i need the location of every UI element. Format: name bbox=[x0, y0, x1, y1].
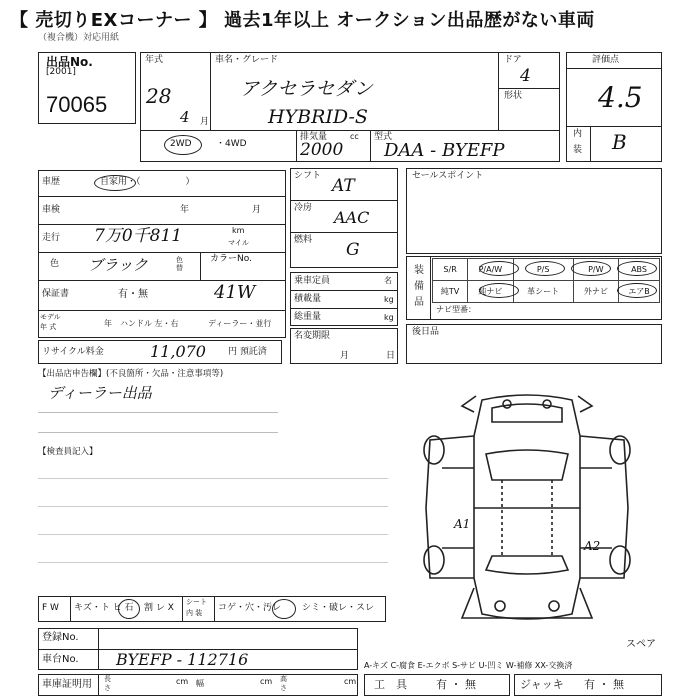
month-value: 4 bbox=[180, 108, 190, 126]
equip-char-3: 品 bbox=[414, 297, 424, 308]
cert-cm-1: cm bbox=[176, 677, 189, 686]
score-label: 評価点 bbox=[592, 55, 620, 65]
warranty-value: 有・無 bbox=[118, 289, 148, 300]
drive-2wd: 2WD bbox=[170, 139, 192, 149]
color-change-label: 色替 bbox=[176, 256, 183, 273]
shift-label: シフト bbox=[294, 171, 322, 181]
month-unit: 月 bbox=[200, 117, 210, 127]
dealer-option: ディーラー・並行 bbox=[208, 319, 272, 328]
cert-cm-2: cm bbox=[260, 677, 273, 686]
fw-circle-stain bbox=[272, 599, 296, 619]
model-year-label-2: 年 式 bbox=[40, 323, 57, 331]
displacement-value: 2000 bbox=[300, 140, 344, 160]
warranty-label: 保証書 bbox=[42, 289, 70, 299]
fuel-label: 燃料 bbox=[294, 235, 313, 245]
drive-4wd: ・4WD bbox=[216, 139, 247, 149]
color-code-label: カラーNo. bbox=[210, 254, 252, 264]
fw-seat-1: シート bbox=[186, 598, 207, 606]
equip-char-1: 装 bbox=[414, 265, 424, 276]
doors-value: 4 bbox=[520, 66, 531, 86]
model-year-unit: 年 bbox=[104, 319, 112, 328]
mileage-unit-mile: マイル bbox=[228, 239, 249, 247]
load-label: 積載量 bbox=[294, 294, 322, 304]
cert-width: 幅 bbox=[196, 679, 204, 688]
car-diagram bbox=[412, 388, 642, 628]
inspection-month: 月 bbox=[252, 205, 262, 215]
model-label: 型式 bbox=[374, 132, 393, 142]
equip-sr: S/R bbox=[433, 259, 468, 281]
delivery-label: 後日品 bbox=[412, 327, 440, 337]
exhibitor-note: ディーラー出品 bbox=[48, 384, 152, 402]
equip-leather: 革シート bbox=[513, 281, 573, 303]
color-value: ブラック bbox=[88, 256, 148, 274]
score-value: 4.5 bbox=[598, 81, 643, 114]
reg-limit-month: 月 bbox=[340, 351, 350, 361]
delivery-box bbox=[406, 324, 662, 364]
fw-seat-2: 内 装 bbox=[186, 609, 203, 617]
mileage-unit-km: km bbox=[232, 226, 245, 235]
sales-point-label: セールスポイント bbox=[412, 171, 484, 181]
fw-label: F W bbox=[42, 603, 59, 613]
mark-right: A2 bbox=[584, 539, 601, 553]
equip-navi: 純ナビ bbox=[468, 281, 513, 303]
cert-cm-3: cm bbox=[344, 677, 357, 686]
model-year-label-1: モデル bbox=[40, 313, 61, 321]
equip-abs: ABS bbox=[619, 259, 660, 281]
jack-label: ジャッキ bbox=[520, 678, 564, 691]
weight-unit: kg bbox=[384, 313, 394, 322]
circle-abs bbox=[617, 261, 657, 276]
displacement-unit: cc bbox=[350, 132, 359, 141]
chassis-value: BYEFP - 112716 bbox=[116, 650, 249, 669]
spare-label: スペア bbox=[626, 639, 656, 650]
interior-label-1: 内 bbox=[573, 129, 583, 139]
load-unit: kg bbox=[384, 295, 394, 304]
car-outline bbox=[424, 395, 630, 619]
jack-value: 有 ・ 無 bbox=[584, 678, 624, 691]
circle-paw bbox=[479, 261, 519, 276]
fw-scratch: キズ・ト ヒ 石 bbox=[74, 603, 134, 613]
navi-model-label: ナビ型番： bbox=[436, 305, 476, 314]
color-label: 色 bbox=[50, 259, 60, 269]
cert-label: 車庫証明用 bbox=[42, 679, 92, 690]
fw-cond: コゲ・穴・汚レ bbox=[218, 603, 282, 613]
car-name: アクセラセダン bbox=[240, 78, 373, 100]
year-value: 28 bbox=[146, 84, 172, 108]
shape-label: 形状 bbox=[504, 91, 523, 101]
lot-sub: [2001] bbox=[46, 67, 76, 77]
fw-crack: 割 レ X bbox=[144, 603, 174, 613]
ac-label: 冷房 bbox=[294, 203, 313, 213]
interior-label-2: 装 bbox=[573, 145, 583, 155]
car-label: 車名・グレード bbox=[215, 55, 279, 65]
history-value: 自家用・（ ） bbox=[100, 177, 195, 187]
equip-ext-navi: 外ナビ bbox=[573, 281, 618, 303]
recycle-suffix: 円 預託済 bbox=[228, 347, 267, 357]
equip-paw: P/A/W bbox=[468, 259, 513, 281]
equip-tv: 純TV bbox=[433, 281, 468, 303]
car-grade: HYBRID-S bbox=[268, 106, 368, 128]
circle-navi bbox=[479, 283, 519, 298]
mileage-value: 7万0千811 bbox=[94, 226, 183, 246]
fw-rest: シミ・破レ・スレ bbox=[302, 603, 375, 613]
inspection-label: 車検 bbox=[42, 205, 61, 215]
displacement-label: 排気量 bbox=[300, 132, 328, 142]
cert-height-1: 高 bbox=[280, 675, 287, 683]
equip-ps: P/S bbox=[513, 259, 573, 281]
circle-airbag bbox=[617, 283, 657, 298]
tools-label: 工 具 bbox=[374, 678, 407, 691]
inspector-label: 【検査員記入】 bbox=[38, 447, 98, 457]
color-code-value: 41W bbox=[214, 282, 256, 303]
cert-height-2: さ bbox=[280, 684, 287, 692]
reg-limit-day: 日 bbox=[386, 351, 396, 361]
handle-option: ハンドル 左・右 bbox=[120, 319, 179, 328]
fuel-value: G bbox=[346, 240, 360, 260]
equip-airbag: エアB bbox=[619, 281, 660, 303]
weight-label: 総重量 bbox=[294, 312, 322, 322]
capacity-unit: 名 bbox=[384, 276, 392, 285]
chassis-label: 車台No. bbox=[42, 654, 79, 665]
banner-title: 【 売切りEXコーナー 】 過去1年以上 オークション出品歴がない車両 bbox=[10, 10, 595, 31]
inspection-year: 年 bbox=[180, 205, 190, 215]
mark-left: A1 bbox=[454, 517, 471, 531]
circle-ps bbox=[525, 261, 565, 276]
cert-length-2: さ bbox=[104, 684, 111, 692]
equip-char-2: 備 bbox=[414, 281, 424, 292]
year-label: 年式 bbox=[145, 55, 164, 65]
history-label: 車歴 bbox=[42, 177, 61, 187]
fw-circle-stone bbox=[118, 599, 140, 619]
recycle-value: 11,070 bbox=[150, 342, 206, 361]
damage-legend: A-キズ C-腐食 E-エクボ S-サビ U-凹ミ W-補修 XX-交換済 bbox=[364, 661, 573, 670]
lot-number: 70065 bbox=[46, 92, 108, 117]
shift-value: AT bbox=[332, 176, 355, 196]
lot-label: 出品No. bbox=[46, 55, 93, 69]
sheet-note: （複合機）対応用紙 bbox=[38, 33, 120, 43]
doors-label: ドア bbox=[504, 55, 522, 65]
tools-value: 有 ・ 無 bbox=[436, 678, 476, 691]
registration-label: 登録No. bbox=[42, 632, 79, 643]
ac-value: AAC bbox=[334, 208, 370, 227]
cert-length-1: 長 bbox=[104, 675, 111, 683]
reg-limit-label: 名変期限 bbox=[294, 331, 331, 341]
model-value: DAA - BYEFP bbox=[384, 140, 505, 161]
mileage-label: 走行 bbox=[42, 233, 61, 243]
capacity-label: 乗車定員 bbox=[294, 276, 331, 286]
exhibitor-label: 【出品店申告欄】(不良箇所・欠品・注意事項等) bbox=[38, 369, 224, 379]
recycle-label: リサイクル料金 bbox=[42, 347, 104, 357]
circle-pw bbox=[571, 261, 611, 276]
interior-value: B bbox=[612, 130, 627, 154]
equip-pw: P/W bbox=[573, 259, 618, 281]
